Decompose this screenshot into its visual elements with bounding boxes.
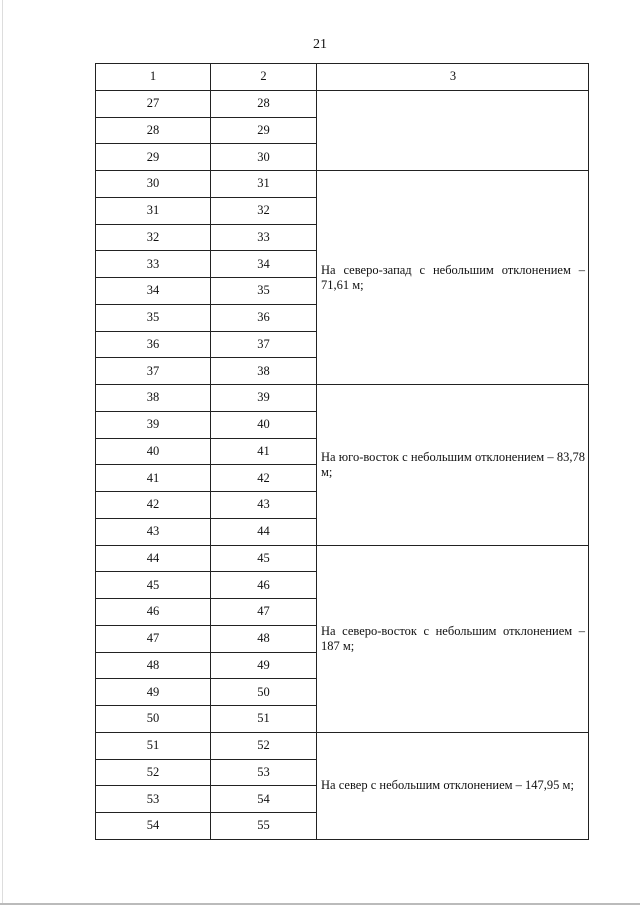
from-point-cell: 28 xyxy=(96,117,211,144)
from-point-cell: 38 xyxy=(96,385,211,412)
direction-description-cell xyxy=(317,90,589,170)
from-point-cell: 32 xyxy=(96,224,211,251)
from-point-cell: 53 xyxy=(96,786,211,813)
to-point-cell: 51 xyxy=(211,706,317,733)
from-point-cell: 36 xyxy=(96,331,211,358)
from-point-cell: 34 xyxy=(96,278,211,305)
scan-edge-left xyxy=(2,0,3,905)
to-point-cell: 36 xyxy=(211,304,317,331)
from-point-cell: 39 xyxy=(96,411,211,438)
from-point-cell: 43 xyxy=(96,518,211,545)
from-point-cell: 45 xyxy=(96,572,211,599)
table-row xyxy=(96,171,589,198)
to-point-cell: 55 xyxy=(211,813,317,840)
coordinates-table xyxy=(95,63,589,840)
from-point-cell: 42 xyxy=(96,492,211,519)
to-point-cell: 38 xyxy=(211,358,317,385)
to-point-cell: 50 xyxy=(211,679,317,706)
to-point-cell: 44 xyxy=(211,518,317,545)
from-point-cell: 50 xyxy=(96,706,211,733)
to-point-cell: 35 xyxy=(211,278,317,305)
column-header-2: 2 xyxy=(211,64,317,91)
from-point-cell: 48 xyxy=(96,652,211,679)
table-header-row xyxy=(96,64,589,91)
table-body xyxy=(96,90,589,839)
direction-description-cell: На юго-восток с небольшим отклонением – 83,78 м; xyxy=(317,385,589,546)
to-point-cell: 30 xyxy=(211,144,317,171)
from-point-cell: 49 xyxy=(96,679,211,706)
to-point-cell: 34 xyxy=(211,251,317,278)
from-point-cell: 46 xyxy=(96,599,211,626)
table-row xyxy=(96,385,589,412)
to-point-cell: 53 xyxy=(211,759,317,786)
to-point-cell: 46 xyxy=(211,572,317,599)
table-row xyxy=(96,732,589,759)
table-row xyxy=(96,545,589,572)
from-point-cell: 52 xyxy=(96,759,211,786)
to-point-cell: 52 xyxy=(211,732,317,759)
to-point-cell: 28 xyxy=(211,90,317,117)
to-point-cell: 45 xyxy=(211,545,317,572)
to-point-cell: 54 xyxy=(211,786,317,813)
from-point-cell: 41 xyxy=(96,465,211,492)
to-point-cell: 32 xyxy=(211,197,317,224)
from-point-cell: 47 xyxy=(96,625,211,652)
direction-description-cell: На северо-восток с небольшим отклонением – 187 м; xyxy=(317,545,589,732)
to-point-cell: 41 xyxy=(211,438,317,465)
from-point-cell: 35 xyxy=(96,304,211,331)
to-point-cell: 43 xyxy=(211,492,317,519)
to-point-cell: 33 xyxy=(211,224,317,251)
direction-description-cell: На север с небольшим отклонением – 147,95 м; xyxy=(317,732,589,839)
from-point-cell: 29 xyxy=(96,144,211,171)
to-point-cell: 39 xyxy=(211,385,317,412)
table-row xyxy=(96,90,589,117)
to-point-cell: 42 xyxy=(211,465,317,492)
from-point-cell: 44 xyxy=(96,545,211,572)
to-point-cell: 48 xyxy=(211,625,317,652)
page-number: 21 xyxy=(313,37,327,52)
column-header-3: 3 xyxy=(317,64,589,91)
from-point-cell: 31 xyxy=(96,197,211,224)
from-point-cell: 51 xyxy=(96,732,211,759)
to-point-cell: 31 xyxy=(211,171,317,198)
column-header-1: 1 xyxy=(96,64,211,91)
to-point-cell: 40 xyxy=(211,411,317,438)
to-point-cell: 29 xyxy=(211,117,317,144)
from-point-cell: 33 xyxy=(96,251,211,278)
to-point-cell: 49 xyxy=(211,652,317,679)
from-point-cell: 30 xyxy=(96,171,211,198)
from-point-cell: 37 xyxy=(96,358,211,385)
from-point-cell: 54 xyxy=(96,813,211,840)
to-point-cell: 47 xyxy=(211,599,317,626)
to-point-cell: 37 xyxy=(211,331,317,358)
from-point-cell: 27 xyxy=(96,90,211,117)
direction-description-cell: На северо-запад с небольшим отклонением – 71,61 м; xyxy=(317,171,589,385)
from-point-cell: 40 xyxy=(96,438,211,465)
